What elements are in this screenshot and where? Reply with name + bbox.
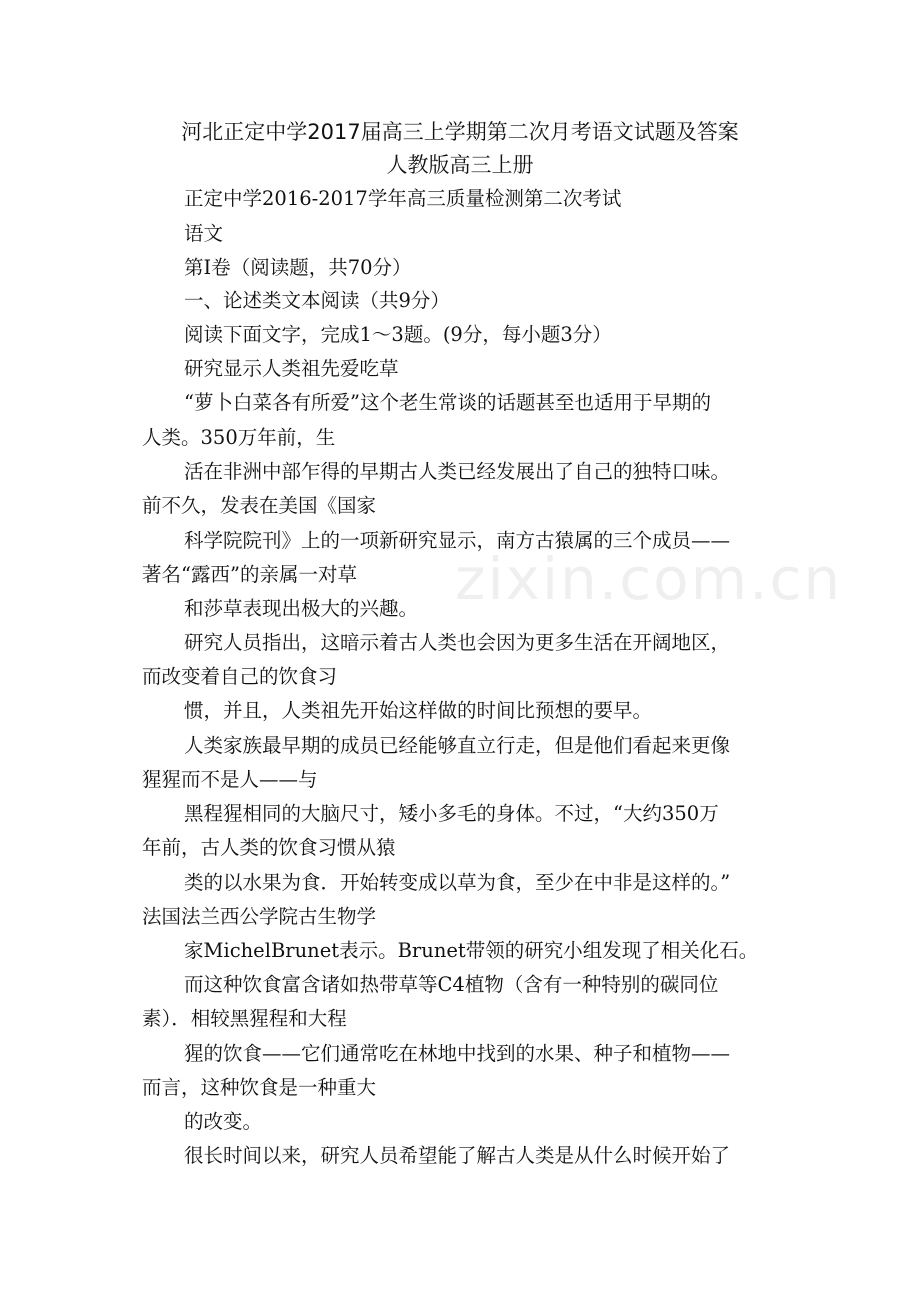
text-line: 前不久，发表在美国《国家 <box>142 494 377 517</box>
text-line: 而改变着自己的饮食习 <box>142 665 338 688</box>
text-line: 阅读下面文字，完成1～3题。(9分，每小题3分） <box>184 323 612 346</box>
text-line: 法国法兰西公学院古生物学 <box>142 905 377 928</box>
text-line: 活在非洲中部乍得的早期古人类已经发展出了自己的独特口味。 <box>184 460 731 483</box>
text-line: 研究显示人类祖先爱吃草 <box>184 357 399 380</box>
text-line: 猩猩而不是人——与 <box>142 768 318 791</box>
text-line: 科学院院刊》上的一项新研究显示，南方古猿属的三个成员—— <box>184 529 731 552</box>
text-line: 家MichelBrunet表示。Brunet带领的研究小组发现了相关化石。 <box>184 939 759 962</box>
document-title: 河北正定中学2017届高三上学期第二次月考语文试题及答案 <box>181 120 739 144</box>
text-line: 和莎草表现出极大的兴趣。 <box>184 597 419 620</box>
text-line: 著名“露西”的亲属一对草 <box>142 563 357 586</box>
text-line: 年前，古人类的饮食习惯从猿 <box>142 836 396 859</box>
text-line: 类的以水果为食．开始转变成以草为食，至少在中非是这样的。” <box>184 871 731 894</box>
text-line: 正定中学2016-2017学年高三质量检测第二次考试 <box>184 187 622 210</box>
text-line: 而言，这种饮食是一种重大 <box>142 1076 377 1099</box>
text-line: 而这种饮食富含诸如热带草等C4植物（含有一种特别的碳同位 <box>184 973 719 996</box>
text-line: “萝卜白菜各有所爱”这个老生常谈的话题甚至也适用于早期的 <box>184 391 711 414</box>
text-line: 黑程猩相同的大脑尺寸，矮小多毛的身体。不过，“大约350万 <box>184 802 719 825</box>
document-subtitle: 人教版高三上册 <box>386 153 534 177</box>
text-line: 研究人员指出，这暗示着古人类也会因为更多生活在开阔地区， <box>184 631 731 654</box>
text-line: 第Ⅰ卷（阅读题，共70分） <box>184 256 412 279</box>
text-line: 很长时间以来，研究人员希望能了解古人类是从什么时候开始了 <box>184 1144 731 1167</box>
text-line: 素）．相较黑猩程和大程 <box>142 1007 347 1030</box>
text-line: 惯，并且，人类祖先开始这样做的时间比预想的要早。 <box>184 699 653 722</box>
text-line: 人类家族最早期的成员已经能够直立行走，但是他们看起来更像 <box>184 734 731 757</box>
text-line: 人类。350万年前，生 <box>142 426 336 449</box>
text-line: 语文 <box>184 222 224 245</box>
text-line: 猩的饮食——它们通常吃在林地中找到的水果、种子和植物—— <box>184 1042 731 1065</box>
text-line: 一、论述类文本阅读（共9分） <box>184 289 450 312</box>
text-line: 的改变。 <box>184 1110 263 1133</box>
watermark: zixin.com.cn <box>455 545 843 613</box>
